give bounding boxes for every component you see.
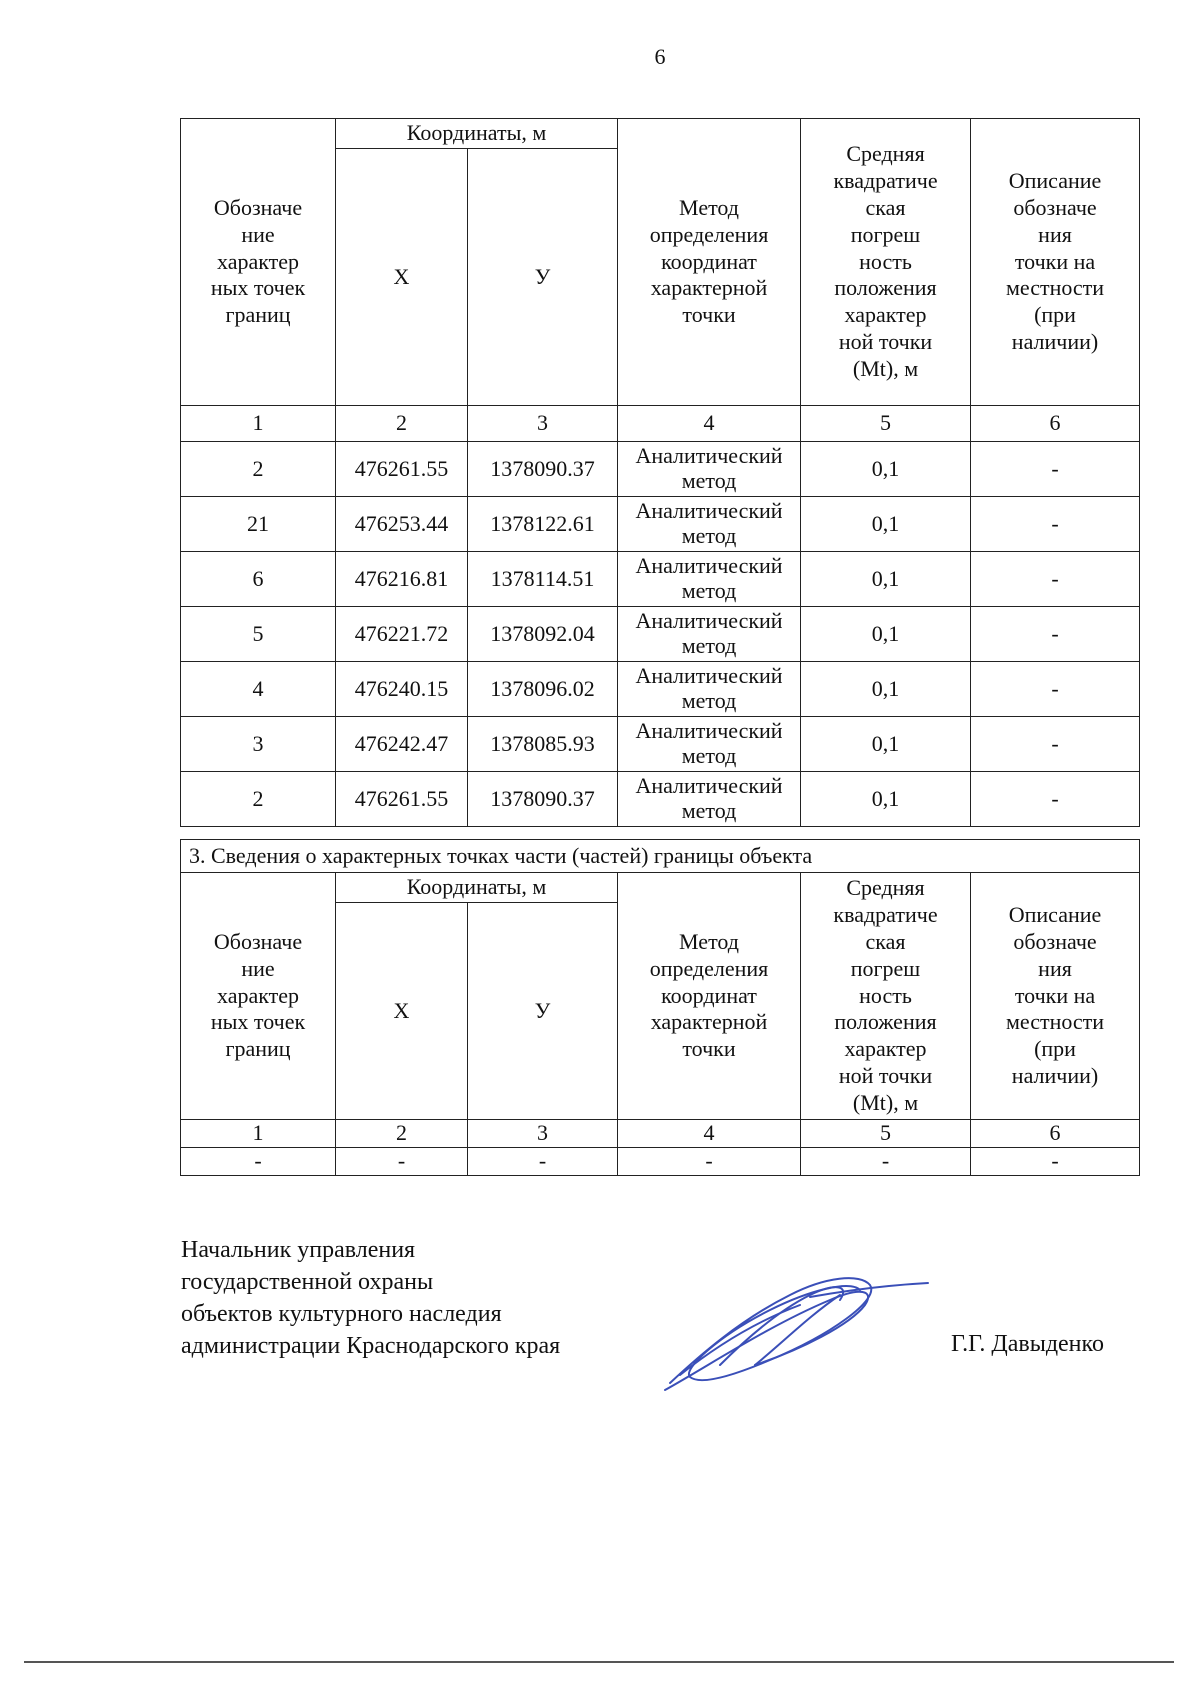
footer-divider bbox=[24, 1661, 1174, 1663]
header-x: Х bbox=[336, 149, 468, 406]
section-3-title: 3. Сведения о характерных точках части (частей) границы объекта bbox=[181, 840, 1140, 873]
coordinates-table-parts bbox=[180, 839, 1140, 1176]
table-row: 2 476261.55 1378090.37 Аналитический метод 0,1 - bbox=[181, 442, 1140, 497]
header-point-designation: Обозначе ние характер ных точек границ bbox=[181, 119, 336, 406]
handwritten-signature bbox=[660, 1265, 930, 1395]
header-coordinates: Координаты, м bbox=[336, 873, 618, 903]
header-coordinates: Координаты, м bbox=[336, 119, 618, 149]
table-row: 3 476242.47 1378085.93 Аналитический метод 0,1 - bbox=[181, 717, 1140, 772]
header-description: Описание обозначе ния точки на местности (при наличии) bbox=[971, 119, 1140, 406]
table-row: 6 476216.81 1378114.51 Аналитический метод 0,1 - bbox=[181, 552, 1140, 607]
signer-name: Г.Г. Давыденко bbox=[951, 1331, 1104, 1357]
column-numbers-row: 1 2 3 4 5 6 bbox=[181, 406, 1140, 442]
table-row: 4 476240.15 1378096.02 Аналитический метод 0,1 - bbox=[181, 662, 1140, 717]
coordinates-table-boundary bbox=[180, 118, 1140, 827]
header-y: У bbox=[468, 149, 618, 406]
header-x: Х bbox=[336, 903, 468, 1120]
table-row: - - - - - - bbox=[181, 1148, 1140, 1176]
header-mean-error: Средняя квадратиче ская погреш ность положения характер ной точки (Mt), м bbox=[801, 119, 971, 406]
page-number: 6 bbox=[654, 44, 666, 69]
signature-title bbox=[181, 1235, 560, 1363]
header-y: У bbox=[468, 903, 618, 1120]
header-method: Метод определения координат характерной точки bbox=[618, 873, 801, 1120]
signature-title-line: объектов культурного наследия bbox=[181, 1300, 502, 1327]
header-method: Метод определения координат характерной точки bbox=[618, 119, 801, 406]
signature-title-line: Начальник управления bbox=[181, 1237, 416, 1263]
signature-title-line: администрации Краснодарского края bbox=[181, 1332, 561, 1359]
header-point-designation: Обозначе ние характер ных точек границ bbox=[181, 873, 336, 1120]
header-mean-error: Средняя квадратиче ская погреш ность положения характер ной точки (Mt), м bbox=[801, 873, 971, 1120]
header-description: Описание обозначе ния точки на местности (при наличии) bbox=[971, 873, 1140, 1120]
table-row: 5 476221.72 1378092.04 Аналитический метод 0,1 - bbox=[181, 607, 1140, 662]
signature-title-line: государственной охраны bbox=[181, 1268, 434, 1295]
table-row: 21 476253.44 1378122.61 Аналитический метод 0,1 - bbox=[181, 497, 1140, 552]
column-numbers-row: 1 2 3 4 5 6 bbox=[181, 1120, 1140, 1148]
table-row: 2 476261.55 1378090.37 Аналитический метод 0,1 - bbox=[181, 772, 1140, 827]
